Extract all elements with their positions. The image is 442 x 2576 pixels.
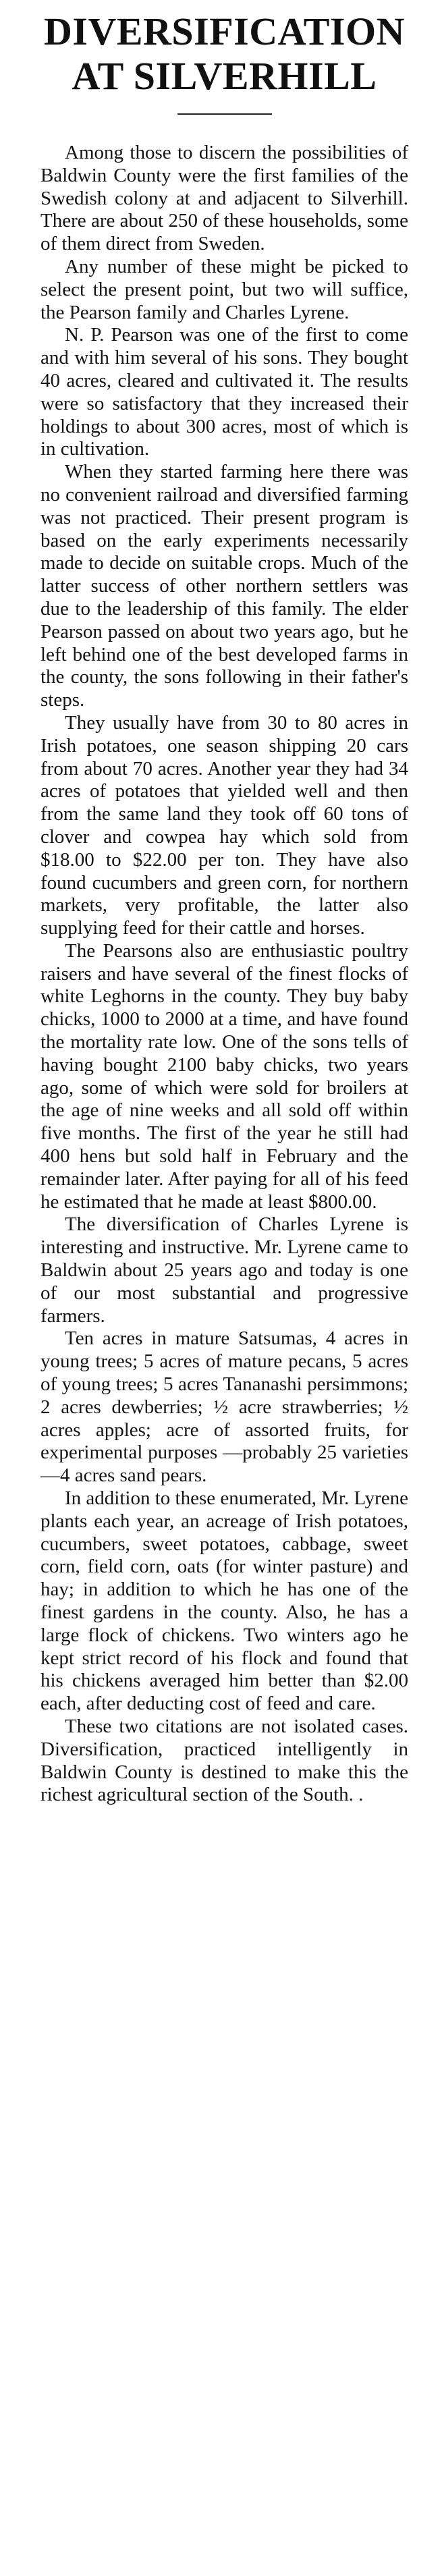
headline-line-2: AT SILVERHILL xyxy=(72,54,377,98)
paragraph-two-families: Any number of these might be picked to select the present point, but two will suffice, the Pearson family and Charles Lyrene. xyxy=(40,255,408,323)
headline-line-1: DIVERSIFICATION xyxy=(44,9,405,53)
headline-divider xyxy=(177,113,272,115)
paragraph-conclusion: These two citations are not isolated cases. Diversification, practiced intelligently in Baldwin County is destined to make this the richest agricultural section of the South. . xyxy=(40,1715,408,1806)
paragraph-pearson-farming: When they started farming here there was no convenient railroad and diversified farming was not practiced. Their present program is based on the early experiments necessarily made to decide on suitable crops. Much of the latter success of other northern settlers was due to the leadership of this family. The elder Pearson passed on about two years ago, but he left behind one of the best developed farms in the county, the sons following in their father's steps. xyxy=(40,461,408,711)
paragraph-lyrene-orchards: Ten acres in mature Satsumas, 4 acres in young trees; 5 acres of mature pecans, 5 acres of young trees; 5 acres Tananashi persimmons; 2 acres dewberries; ½ acre strawberries; ½ acres apples; acre of assorted fruits, for experimental purposes —probably 25 varieties—4 acres sand pears. xyxy=(40,1327,408,1487)
paragraph-intro: Among those to discern the possibilities of Baldwin County were the first families of the Swedish colony at and adjacent to Silverhill. There are about 250 of these households, some of them direct from Sweden. xyxy=(40,142,408,255)
paragraph-pearson-poultry: The Pearsons also are enthusiastic poultry raisers and have several of the finest flocks of white Leghorns in the county. They buy baby chicks, 1000 to 2000 at a time, and have found the mortality rate low. One of the sons tells of having bought 2100 baby chicks, two years ago, some of which were sold for broilers at the age of nine weeks and all sold off within five months. The first of the year he still had 400 hens but sold half in February and the remainder later. After paying for all of his feed he estimated that he made at least $800.00. xyxy=(40,939,408,1213)
paragraph-pearson-potatoes: They usually have from 30 to 80 acres in Irish potatoes, one season shipping 20 cars from about 70 acres. Another year they had 34 acres of potatoes that yielded well and then from the same land they took off 60 tons of clover and cowpea hay which sold from $18.00 to $22.00 per ton. They have also found cucumbers and green corn, for northern markets, very profitable, the latter also supplying feed for their cattle and horses. xyxy=(40,711,408,939)
paragraph-pearson-arrival: N. P. Pearson was one of the first to come and with him several of his sons. They bought 40 acres, cleared and cultivated it. The results were so satisfactory that they increased their holdings to about 300 acres, most of which is in cultivation. xyxy=(40,324,408,460)
article-headline xyxy=(40,0,408,99)
paragraph-lyrene-intro: The diversification of Charles Lyrene is interesting and instructive. Mr. Lyrene came to Baldwin about 25 years ago and today is one of our most substantial and progressive farmers. xyxy=(40,1213,408,1327)
paragraph-lyrene-crops: In addition to these enumerated, Mr. Lyrene plants each year, an acreage of Irish potatoes, cucumbers, sweet potatoes, cabbage, sweet corn, field corn, oats (for winter pasture) and hay; in addition to which he has one of the finest gardens in the county. Also, he has a large flock of chickens. Two winters ago he kept strict record of his flock and found that his chickens averaged him better than $2.00 each, after deducting cost of feed and care. xyxy=(40,1487,408,1715)
article-body xyxy=(40,142,408,1807)
